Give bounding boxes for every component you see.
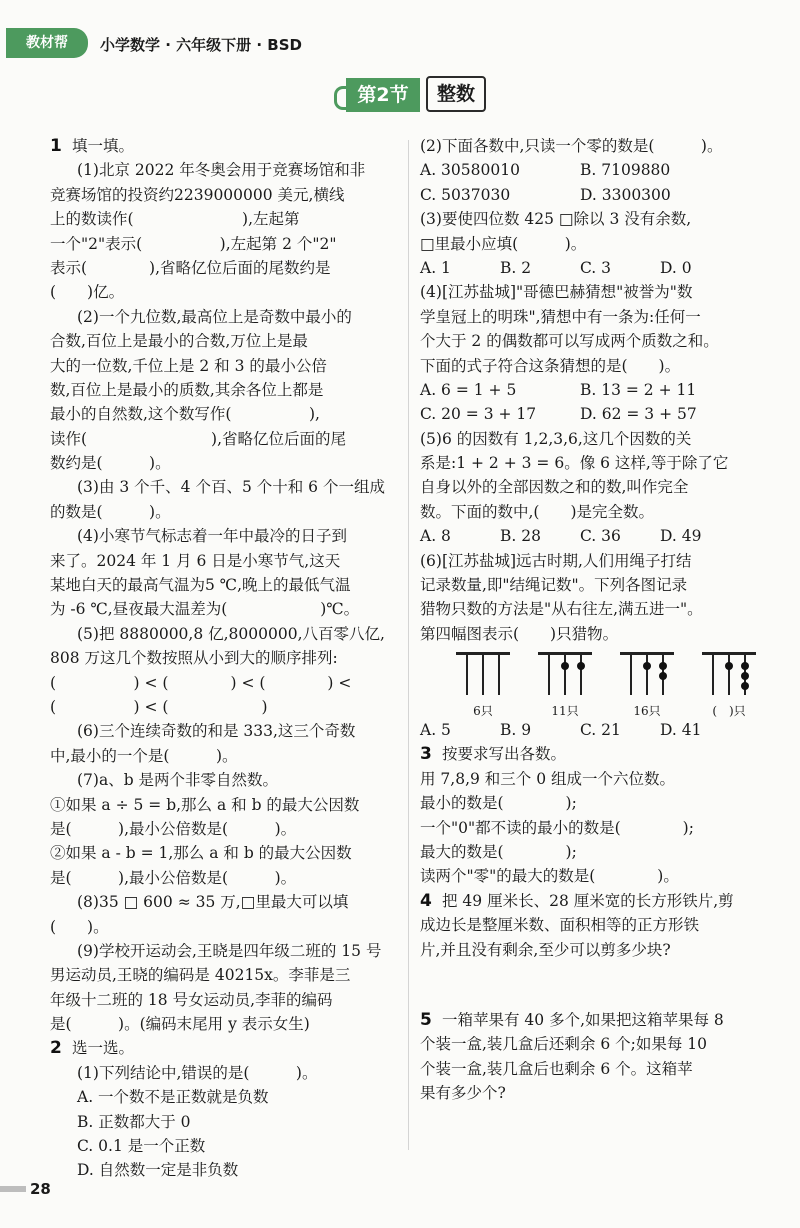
line-text: 记录数量,即"结绳记数"。下列各图记录 xyxy=(420,576,688,595)
text-line xyxy=(420,402,780,426)
text-line xyxy=(50,1158,405,1182)
line-text: 下面的式子符合这条猜想的是( )。 xyxy=(420,356,681,375)
line-text: 用 7,8,9 和三个 0 组成一个六位数。 xyxy=(420,769,676,788)
line-text: (9)学校开运动会,王晓是四年级二班的 15 号 xyxy=(77,941,382,960)
text-line xyxy=(420,500,780,524)
text-line xyxy=(420,329,780,353)
line-text: 年级十二班的 18 号女运动员,李菲的编码 xyxy=(50,990,333,1009)
text-line xyxy=(50,134,405,158)
text-line xyxy=(50,1085,405,1109)
text-line xyxy=(420,207,780,231)
text-line xyxy=(420,183,780,207)
text-line xyxy=(420,232,780,256)
text-line xyxy=(50,671,405,695)
text-line xyxy=(50,207,405,231)
text-line xyxy=(50,378,405,402)
knot-bead xyxy=(561,662,569,670)
line-text: 把 49 厘米长、28 厘米宽的长方形铁片,剪 xyxy=(442,891,734,910)
line-text: 个装一盒,装几盒后还剩余 6 个;如果每 10 xyxy=(420,1035,708,1054)
rope xyxy=(712,655,714,695)
knot-counting-figures xyxy=(450,652,780,722)
text-line xyxy=(50,817,405,841)
text-line xyxy=(50,719,405,743)
right-column-lower xyxy=(420,718,780,962)
text-line xyxy=(50,622,405,646)
text-line xyxy=(50,988,405,1012)
line-text: (6)三个连续奇数的和是 333,这三个奇数 xyxy=(77,722,356,741)
line-text: ( ) < ( ) < ( ) < xyxy=(50,673,352,692)
text-line xyxy=(50,256,405,280)
line-text: (5)6 的因数有 1,2,3,6,这几个因数的关 xyxy=(420,429,692,448)
line-text: (6)[江苏盐城]远古时期,人们用绳子打结 xyxy=(420,551,692,570)
text-line xyxy=(420,451,780,475)
rope xyxy=(482,655,484,695)
text-line xyxy=(50,695,405,719)
text-line xyxy=(50,232,405,256)
line-text: (1)北京 2022 年冬奥会用于竞赛场馆和非 xyxy=(77,161,366,180)
line-text: 合数,百位上是最小的合数,万位上是最 xyxy=(50,332,308,351)
choice-option: A. 1 xyxy=(420,258,451,277)
text-line xyxy=(50,573,405,597)
line-text: 是( )。(编码末尾用 y 表示女生) xyxy=(50,1015,310,1034)
text-line xyxy=(50,963,405,987)
left-column xyxy=(50,134,405,1183)
line-text: C. 0.1 是一个正数 xyxy=(77,1137,206,1156)
text-line xyxy=(420,427,780,451)
text-line xyxy=(50,158,405,182)
knot-figure xyxy=(456,652,510,718)
text-line xyxy=(50,1061,405,1085)
text-line xyxy=(50,866,405,890)
line-text: 某地白天的最高气温为5 ℃,晚上的最低气温 xyxy=(50,576,351,595)
text-line xyxy=(420,573,780,597)
knot-bead xyxy=(659,672,667,680)
choice-option: B. 2 xyxy=(500,258,532,277)
line-text: (5)把 8880000,8 亿,8000000,八百零八亿, xyxy=(77,624,385,643)
choice-option: D. 49 xyxy=(660,527,702,546)
rope xyxy=(646,655,648,695)
book-title: 小学数学 · 六年级下册 · BSD xyxy=(100,36,302,54)
line-text: 第四幅图表示( )只猎物。 xyxy=(420,624,619,643)
line-text: 按要求写出各数。 xyxy=(442,745,567,764)
figure-label: ( )只 xyxy=(712,704,746,718)
line-text: 系是:1 + 2 + 3 = 6。像 6 这样,等于除了它 xyxy=(420,454,729,473)
text-line xyxy=(50,1036,405,1060)
line-text: D. 自然数一定是非负数 xyxy=(77,1161,239,1180)
text-line xyxy=(420,889,780,913)
line-text: (4)[江苏盐城]"哥德巴赫猜想"被誉为"数 xyxy=(420,283,693,302)
choice-option: D. 62 = 3 + 57 xyxy=(580,405,697,424)
line-text: (3)由 3 个千、4 个百、5 个十和 6 个一组成 xyxy=(77,478,385,497)
line-text: 读作( ),省略亿位后面的尾 xyxy=(50,429,347,448)
line-text: ①如果 a ÷ 5 = b,那么 a 和 b 的最大公因数 xyxy=(50,795,360,814)
line-text: 一个"2"表示( ),左起第 2 个"2" xyxy=(50,234,337,253)
line-text: 猎物只数的方法是"从右往左,满五进一"。 xyxy=(420,600,703,619)
line-text: 大的一位数,千位上是 2 和 3 的最小公倍 xyxy=(50,356,327,375)
line-text: (1)下列结论中,错误的是( )。 xyxy=(77,1063,318,1082)
line-text: 最大的数是( ); xyxy=(420,842,577,861)
column-divider xyxy=(408,140,409,1150)
rope xyxy=(466,655,468,695)
line-text: 数,百位上是最小的质数,其余各位上都是 xyxy=(50,380,324,399)
section-tag: 第2节 xyxy=(346,78,420,112)
knot-bead xyxy=(643,662,651,670)
section-title: 整数 xyxy=(426,76,486,112)
line-text: 最小的数是( ); xyxy=(420,794,577,813)
footer-bar xyxy=(0,1186,26,1192)
line-text: (7)a、b 是两个非零自然数。 xyxy=(77,771,279,790)
text-line xyxy=(420,597,780,621)
choice-option: A. 6 = 1 + 5 xyxy=(420,380,517,399)
choice-option: B. 13 = 2 + 11 xyxy=(580,380,697,399)
text-line xyxy=(420,742,780,766)
text-line xyxy=(50,549,405,573)
text-line xyxy=(50,793,405,817)
line-text: 个大于 2 的偶数都可以写成两个质数之和。 xyxy=(420,332,719,351)
choice-option: B. 28 xyxy=(500,527,541,546)
choice-option: C. 5037030 xyxy=(420,185,511,204)
text-line xyxy=(50,1134,405,1158)
line-text: ( )。 xyxy=(50,917,109,936)
rope xyxy=(548,655,550,695)
line-text: 选一选。 xyxy=(72,1039,135,1058)
text-line xyxy=(420,913,780,937)
text-line xyxy=(50,890,405,914)
text-line xyxy=(420,475,780,499)
line-text: □里最小应填( )。 xyxy=(420,234,587,253)
choice-option: B. 9 xyxy=(500,721,532,739)
choice-option: A. 30580010 xyxy=(420,161,520,180)
line-text: 个装一盒,装几盒后也剩余 6 个。这箱苹 xyxy=(420,1059,693,1078)
choice-option: D. 41 xyxy=(660,721,702,739)
line-text: 上的数读作( ),左起第 xyxy=(50,210,300,229)
line-text: 是( ),最小公倍数是( )。 xyxy=(50,819,297,838)
line-text: 成边长是整厘米数、面积相等的正方形铁 xyxy=(420,916,700,935)
knot-bead xyxy=(741,682,749,690)
text-line xyxy=(420,718,780,742)
choice-option: B. 7109880 xyxy=(580,161,671,180)
line-text: (2)下面各数中,只读一个零的数是( )。 xyxy=(420,137,723,155)
line-text: 数。下面的数中,( )是完全数。 xyxy=(420,502,655,521)
text-line xyxy=(50,768,405,792)
right-column-bottom xyxy=(420,1008,780,1106)
choice-option: D. 0 xyxy=(660,258,692,277)
line-text: 中,最小的一个是( )。 xyxy=(50,746,238,765)
question-number: 3 xyxy=(420,744,432,765)
text-line xyxy=(50,329,405,353)
line-text: 来了。2024 年 1 月 6 日是小寒节气,这天 xyxy=(50,551,341,570)
line-text: 竞赛场馆的投资约2239000000 美元,横线 xyxy=(50,185,345,204)
line-text: 数约是( )。 xyxy=(50,454,171,473)
text-line xyxy=(420,549,780,573)
text-line xyxy=(50,500,405,524)
line-text: 一箱苹果有 40 多个,如果把这箱苹果每 8 xyxy=(442,1011,724,1029)
text-line xyxy=(50,646,405,670)
question-number: 2 xyxy=(50,1038,62,1059)
choice-option: A. 5 xyxy=(420,721,451,739)
text-line xyxy=(50,915,405,939)
text-line xyxy=(420,938,780,962)
knot-bead xyxy=(577,662,585,670)
rope xyxy=(498,655,500,695)
text-line xyxy=(420,791,780,815)
choice-option: C. 20 = 3 + 17 xyxy=(420,405,537,424)
line-text: 学皇冠上的明珠",猜想中有一条为:任何一 xyxy=(420,307,701,326)
text-line xyxy=(50,1110,405,1134)
rope xyxy=(630,655,632,695)
text-line xyxy=(50,183,405,207)
text-line xyxy=(50,305,405,329)
line-text: ( ) < ( ) xyxy=(50,697,268,716)
knot-bead xyxy=(725,662,733,670)
line-text: 一个"0"都不读的最小的数是( ); xyxy=(420,818,694,837)
rope xyxy=(728,655,730,695)
line-text: 808 万这几个数按照从小到大的顺序排列: xyxy=(50,649,338,668)
choice-option: C. 21 xyxy=(580,721,621,739)
text-line xyxy=(420,378,780,402)
line-text: (4)小寒节气标志着一年中最冷的日子到 xyxy=(77,527,347,546)
question-number: 1 xyxy=(50,136,62,156)
text-line xyxy=(420,840,780,864)
line-text: 片,并且没有剩余,至少可以剪多少块? xyxy=(420,940,671,959)
text-line xyxy=(50,402,405,426)
choice-option: D. 3300300 xyxy=(580,185,671,204)
text-line xyxy=(50,1012,405,1036)
header-badge: 教材帮 xyxy=(6,28,88,58)
rope xyxy=(580,655,582,695)
line-text: ( )亿。 xyxy=(50,283,125,302)
knot-bead xyxy=(741,662,749,670)
text-line xyxy=(420,1008,780,1032)
knot-figure xyxy=(538,652,592,718)
figure-label: 16只 xyxy=(633,704,661,718)
text-line xyxy=(420,1081,780,1105)
text-line xyxy=(50,841,405,865)
text-line xyxy=(420,305,780,329)
line-text: 男运动员,王晓的编码是 40215x。李菲是三 xyxy=(50,966,351,985)
question-number: 5 xyxy=(420,1010,432,1030)
line-text: (8)35 □ 600 ≈ 35 万,□里最大可以填 xyxy=(77,893,349,912)
text-line xyxy=(50,475,405,499)
knot-bead xyxy=(659,662,667,670)
line-text: 填一填。 xyxy=(72,137,135,155)
text-line xyxy=(420,256,780,280)
line-text: 表示( ),省略亿位后面的尾数约是 xyxy=(50,258,331,277)
line-text: 为 -6 ℃,昼夜最大温差为( )℃。 xyxy=(50,600,360,619)
line-text: (3)要使四位数 425 □除以 3 没有余数, xyxy=(420,210,692,229)
line-text: ②如果 a - b = 1,那么 a 和 b 的最大公因数 xyxy=(50,844,352,863)
text-line xyxy=(420,864,780,888)
text-line xyxy=(50,354,405,378)
text-line xyxy=(420,1057,780,1081)
text-line xyxy=(420,622,780,646)
choice-option: C. 3 xyxy=(580,258,612,277)
text-line xyxy=(50,280,405,304)
line-text: 果有多少个? xyxy=(420,1084,506,1103)
knot-bead xyxy=(741,672,749,680)
figure-label: 11只 xyxy=(551,704,579,718)
text-line xyxy=(50,427,405,451)
line-text: 自身以外的全部因数之和的数,叫作完全 xyxy=(420,478,689,497)
text-line xyxy=(420,134,780,158)
line-text: 的数是( )。 xyxy=(50,502,171,521)
knot-figure xyxy=(620,652,674,718)
right-column xyxy=(420,134,780,646)
text-line xyxy=(50,939,405,963)
text-line xyxy=(420,524,780,548)
line-text: 读两个"零"的最大的数是( )。 xyxy=(420,867,679,886)
line-text: 最小的自然数,这个数写作( ), xyxy=(50,405,320,424)
line-text: 是( ),最小公倍数是( )。 xyxy=(50,868,297,887)
line-text: A. 一个数不是正数就是负数 xyxy=(77,1088,269,1107)
knot-figure xyxy=(702,652,756,718)
page-number: 28 xyxy=(30,1180,51,1198)
text-line xyxy=(50,451,405,475)
line-text: B. 正数都大于 0 xyxy=(77,1112,191,1131)
rope xyxy=(564,655,566,695)
text-line xyxy=(420,767,780,791)
text-line xyxy=(420,816,780,840)
text-line xyxy=(50,744,405,768)
text-line xyxy=(50,524,405,548)
choice-option: C. 36 xyxy=(580,527,621,546)
text-line xyxy=(420,158,780,182)
text-line xyxy=(50,597,405,621)
line-text: (2)一个九位数,最高位上是奇数中最小的 xyxy=(77,307,352,326)
figure-label: 6只 xyxy=(473,704,493,718)
choice-option: A. 8 xyxy=(420,527,451,546)
text-line xyxy=(420,354,780,378)
question-number: 4 xyxy=(420,890,432,911)
text-line xyxy=(420,1032,780,1056)
text-line xyxy=(420,280,780,304)
